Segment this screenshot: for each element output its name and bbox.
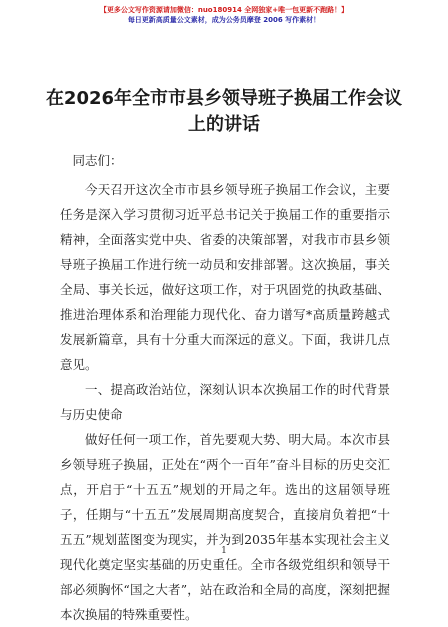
header-banner — [0, 5, 448, 25]
greeting: 同志们： — [72, 153, 123, 168]
paragraph-intro: 今天召开这次全市市县乡领导班子换届工作会议，主要任务是深入学习贯彻习近平总书记关于换届工作的重要指示精神，全面落实党中央、省委的决策部署，对我市市县乡领导班子换届工作进行统一动员和安排部署。这次换届，事关全局、事关长远，做好这项工作，对于巩固党的执政基础、推进治理体系和治理能力现代化、奋力谱写*高质量跨越式发展新篇章，具有十分重大而深远的意义。下面，我讲几点意见。 — [60, 182, 390, 372]
document-title: 在2026年全市市县乡领导班子换届工作会议上的讲话 — [45, 88, 403, 135]
page-number: 1 — [221, 546, 227, 556]
section-heading-1: 一、提高政治站位，深刻认识本次换届工作的时代背景与历史使命 — [60, 382, 390, 422]
banner-subtitle-line: 每日更新高质量公文素材，成为公务员摩登 2006 写作素材！ — [127, 16, 321, 24]
paragraph-section-1: 做好任何一项工作，首先要观大势、明大局。本次市县乡领导班子换届，正处在“两个一百年”奋斗目标的历史交汇点，开启于“十五五”规划的开局之年。选出的这届领导班子，任期与“十五五”发展周期高度契合，直接肩负着把“十五五”规划蓝图变为现实，并为到2035年基本实现社会主义现代化奠定坚实基础的历史重任。全市各级党组织和领导干部必须胸怀“国之大者”，站在政治和全局的高度，深刻把握本次换届的特殊重要性。 — [60, 432, 390, 622]
banner-promo-line: 【更多公文写作资源请加微信：nuo180914 全网独家+唯一包更新不跑路！】 — [99, 6, 349, 14]
